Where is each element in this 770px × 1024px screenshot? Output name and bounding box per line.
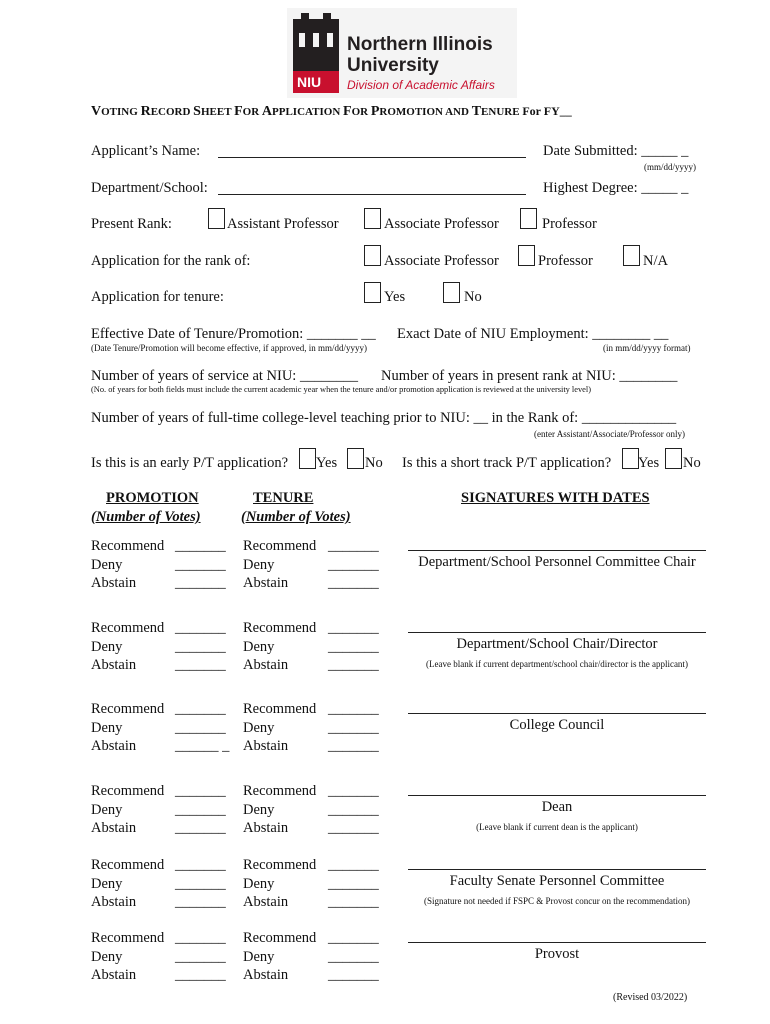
signer-title: Dean bbox=[541, 799, 573, 815]
signer-note: (Leave blank if current dean is the applicant) bbox=[476, 822, 638, 832]
niu-logo bbox=[287, 8, 517, 98]
years-rank-label[interactable]: Number of years in present rank at NIU: ________ bbox=[381, 368, 678, 384]
vote-label: Abstain bbox=[243, 820, 289, 836]
tenure-votes bbox=[243, 856, 379, 912]
teaching-note: (enter Assistant/Associate/Professor only) bbox=[534, 429, 685, 439]
promotion-vote-row bbox=[91, 782, 226, 801]
signer-title: Department/School Chair/Director bbox=[456, 636, 658, 652]
vote-label: Deny bbox=[91, 801, 123, 818]
vote-count-field[interactable]: _______ bbox=[328, 801, 379, 818]
vote-label: Recommend bbox=[91, 783, 165, 799]
promotion-vote-row bbox=[91, 537, 226, 556]
rank-professor-checkbox[interactable] bbox=[520, 208, 537, 229]
vote-label: Recommend bbox=[243, 538, 317, 554]
signature-line[interactable] bbox=[408, 795, 706, 796]
vote-label: Abstain bbox=[91, 657, 137, 673]
vote-count-field[interactable]: _______ bbox=[328, 556, 379, 573]
vote-label: Recommend bbox=[91, 857, 165, 873]
vote-count-field[interactable]: _______ bbox=[328, 948, 379, 965]
vote-label: Abstain bbox=[91, 820, 137, 836]
signer-note: (Leave blank if current department/school chair/director is the applicant) bbox=[426, 659, 688, 669]
exact-date-label[interactable]: Exact Date of NIU Employment: ________ __ bbox=[397, 326, 669, 342]
vote-count-field[interactable]: _______ bbox=[328, 930, 379, 946]
vote-label: Abstain bbox=[243, 738, 289, 754]
applicant-name-label: Applicant’s Name: bbox=[91, 143, 201, 159]
vote-count-field[interactable]: _______ bbox=[175, 875, 226, 892]
vote-label: Recommend bbox=[91, 620, 165, 636]
vote-count-field[interactable]: _______ bbox=[175, 857, 226, 873]
vote-count-field[interactable]: _______ bbox=[328, 719, 379, 736]
signer-note: (Signature not needed if FSPC & Provost concur on the recommendation) bbox=[424, 896, 690, 906]
promotion-vote-row bbox=[91, 574, 226, 593]
vote-label: Abstain bbox=[91, 575, 137, 591]
promotion-heading: PROMOTION bbox=[106, 490, 199, 506]
vote-count-field[interactable]: _______ bbox=[175, 967, 226, 983]
vote-count-field[interactable]: ______ _ bbox=[175, 738, 230, 754]
promotion-vote-row bbox=[91, 893, 226, 912]
vote-label: Deny bbox=[243, 556, 275, 573]
exact-date-note: (in mm/dd/yyyy format) bbox=[603, 343, 691, 353]
apply-na-label: N/A bbox=[643, 253, 668, 269]
vote-label: Abstain bbox=[91, 738, 137, 754]
early-no-label: No bbox=[365, 455, 383, 471]
tenure-vote-row bbox=[243, 700, 379, 719]
vote-label: Abstain bbox=[91, 894, 137, 910]
vote-count-field[interactable]: _______ bbox=[175, 538, 226, 554]
vote-count-field[interactable]: _______ bbox=[328, 894, 379, 910]
division-name: Division of Academic Affairs bbox=[347, 78, 495, 92]
early-yes-label: Yes bbox=[316, 455, 338, 471]
promotion-vote-row bbox=[91, 801, 226, 820]
tenure-yes-label: Yes bbox=[384, 289, 406, 305]
vote-count-field[interactable]: _______ bbox=[328, 857, 379, 873]
apply-na-checkbox[interactable] bbox=[623, 245, 640, 266]
short-yes-checkbox[interactable] bbox=[622, 448, 639, 469]
date-format-note: (mm/dd/yyyy) bbox=[644, 162, 696, 172]
short-no-label: No bbox=[683, 455, 701, 471]
signatures-heading: SIGNATURES WITH DATES bbox=[461, 490, 650, 506]
present-rank-label: Present Rank: bbox=[91, 216, 172, 232]
vote-label: Deny bbox=[91, 948, 123, 965]
signature-line[interactable] bbox=[408, 550, 706, 551]
tenure-vote-row bbox=[243, 719, 379, 738]
early-label: Is this is an early P/T application? bbox=[91, 455, 289, 471]
promotion-vote-row bbox=[91, 638, 226, 657]
effective-date-label[interactable]: Effective Date of Tenure/Promotion: _______ __ bbox=[91, 326, 376, 342]
early-yes-checkbox[interactable] bbox=[299, 448, 316, 469]
promotion-votes bbox=[91, 619, 226, 675]
tenure-vote-row bbox=[243, 656, 379, 675]
highest-degree-label[interactable]: Highest Degree: _____ _ bbox=[543, 180, 689, 196]
applicant-name-field[interactable] bbox=[218, 157, 526, 158]
rank-professor-label: Professor bbox=[542, 216, 597, 232]
vote-count-field[interactable]: _______ bbox=[328, 620, 379, 636]
vote-count-field[interactable]: _______ bbox=[175, 575, 226, 591]
promotion-vote-row bbox=[91, 929, 226, 948]
vote-label: Deny bbox=[243, 638, 275, 655]
promotion-vote-row bbox=[91, 819, 226, 838]
vote-count-field[interactable]: _______ bbox=[328, 875, 379, 892]
vote-count-field[interactable]: _______ bbox=[328, 783, 379, 799]
vote-label: Abstain bbox=[243, 575, 289, 591]
vote-label: Deny bbox=[91, 875, 123, 892]
vote-label: Recommend bbox=[243, 701, 317, 717]
promotion-vote-row bbox=[91, 719, 229, 738]
promotion-vote-row bbox=[91, 737, 229, 756]
tenure-no-label: No bbox=[464, 289, 482, 305]
signer-title: Department/School Personnel Committee Chair bbox=[418, 554, 696, 570]
brand-name-line1: Northern Illinois bbox=[347, 34, 493, 55]
vote-count-field[interactable]: _______ bbox=[175, 801, 226, 818]
vote-count-field[interactable]: _______ bbox=[175, 620, 226, 636]
vote-label: Abstain bbox=[243, 894, 289, 910]
promotion-vote-row bbox=[91, 875, 226, 894]
promotion-votes bbox=[91, 782, 226, 838]
vote-label: Deny bbox=[243, 719, 275, 736]
tenure-vote-row bbox=[243, 948, 379, 967]
vote-count-field[interactable]: _______ bbox=[175, 719, 226, 736]
promotion-votes bbox=[91, 700, 229, 756]
tenure-votes bbox=[243, 619, 379, 675]
effective-date-note: (Date Tenure/Promotion will become effective, if approved, in mm/dd/yyyy) bbox=[91, 343, 367, 353]
vote-count-field[interactable]: _______ bbox=[175, 783, 226, 799]
vote-count-field[interactable]: _______ bbox=[175, 657, 226, 673]
apply-associate-label: Associate Professor bbox=[384, 253, 499, 269]
rank-associate-label: Associate Professor bbox=[384, 216, 499, 232]
vote-label: Recommend bbox=[243, 783, 317, 799]
vote-label: Recommend bbox=[91, 701, 165, 717]
rank-associate-checkbox[interactable] bbox=[364, 208, 381, 229]
tenure-vote-row bbox=[243, 782, 379, 801]
vote-count-field[interactable]: _______ bbox=[328, 701, 379, 717]
vote-label: Recommend bbox=[243, 620, 317, 636]
vote-count-field[interactable]: _______ bbox=[175, 894, 226, 910]
vote-label: Deny bbox=[243, 875, 275, 892]
vote-label: Recommend bbox=[243, 930, 317, 946]
vote-label: Recommend bbox=[91, 538, 165, 554]
promotion-vote-row bbox=[91, 700, 229, 719]
signer-title: College Council bbox=[509, 717, 605, 733]
apply-professor-checkbox[interactable] bbox=[518, 245, 535, 266]
vote-count-field[interactable]: _______ bbox=[328, 638, 379, 655]
vote-label: Recommend bbox=[243, 857, 317, 873]
brand-name-line2: University bbox=[347, 55, 439, 76]
signer-title: Faculty Senate Personnel Committee bbox=[449, 873, 665, 889]
teaching-label[interactable]: Number of years of full-time college-level teaching prior to NIU: __ in the Rank of: _____________ bbox=[91, 410, 677, 426]
signature-line[interactable] bbox=[408, 632, 706, 633]
promotion-votes bbox=[91, 856, 226, 912]
signature-line[interactable] bbox=[408, 713, 706, 714]
signer-title: Provost bbox=[534, 946, 580, 962]
vote-label: Deny bbox=[91, 556, 123, 573]
promotion-vote-row bbox=[91, 948, 226, 967]
vote-count-field[interactable]: _______ bbox=[175, 638, 226, 655]
apply-associate-checkbox[interactable] bbox=[364, 245, 381, 266]
tenure-vote-row bbox=[243, 856, 379, 875]
tenure-vote-row bbox=[243, 929, 379, 948]
department-field[interactable] bbox=[218, 194, 526, 195]
tenure-vote-row bbox=[243, 875, 379, 894]
signature-line[interactable] bbox=[408, 869, 706, 870]
tenure-yes-checkbox[interactable] bbox=[364, 282, 381, 303]
tenure-vote-row bbox=[243, 638, 379, 657]
promotion-votes bbox=[91, 537, 226, 593]
promotion-votes bbox=[91, 929, 226, 985]
tenure-votes bbox=[243, 929, 379, 985]
tenure-vote-row bbox=[243, 819, 379, 838]
vote-count-field[interactable]: _______ bbox=[175, 701, 226, 717]
vote-count-field[interactable]: _______ bbox=[175, 948, 226, 965]
vote-label: Deny bbox=[91, 638, 123, 655]
tenure-vote-row bbox=[243, 893, 379, 912]
vote-count-field[interactable]: _______ bbox=[175, 930, 226, 946]
tenure-votes bbox=[243, 782, 379, 838]
form-title: VOTING RECORD SHEET FOR APPLICATION FOR PROMOTION AND TENURE For FY__ bbox=[91, 104, 572, 119]
promotion-vote-row bbox=[91, 856, 226, 875]
years-note: (No. of years for both fields must include the current academic year when the tenure and/or promotion application is reviewed at the university level) bbox=[91, 385, 592, 394]
apply-professor-label: Professor bbox=[538, 253, 593, 269]
tenure-vote-row bbox=[243, 556, 379, 575]
niu-seal-text: NIU bbox=[297, 74, 322, 90]
signature-line[interactable] bbox=[408, 942, 706, 943]
tenure-subheading: (Number of Votes) bbox=[241, 509, 351, 525]
revised-date: (Revised 03/2022) bbox=[613, 992, 688, 1003]
short-no-checkbox[interactable] bbox=[665, 448, 682, 469]
vote-label: Deny bbox=[243, 801, 275, 818]
tenure-no-checkbox[interactable] bbox=[443, 282, 460, 303]
tenure-label: Application for tenure: bbox=[91, 289, 224, 305]
vote-label: Abstain bbox=[91, 967, 137, 983]
rank-assistant-checkbox[interactable] bbox=[208, 208, 225, 229]
promotion-subheading: (Number of Votes) bbox=[91, 509, 201, 525]
tenure-vote-row bbox=[243, 737, 379, 756]
vote-count-field[interactable]: _______ bbox=[175, 556, 226, 573]
tenure-vote-row bbox=[243, 619, 379, 638]
promotion-vote-row bbox=[91, 656, 226, 675]
rank-assistant-label: Assistant Professor bbox=[227, 216, 339, 232]
vote-count-field[interactable]: _______ bbox=[328, 738, 379, 754]
application-rank-label: Application for the rank of: bbox=[91, 253, 251, 269]
tenure-vote-row bbox=[243, 537, 379, 556]
years-service-label[interactable]: Number of years of service at NIU: ________ bbox=[91, 368, 358, 384]
early-no-checkbox[interactable] bbox=[347, 448, 364, 469]
promotion-vote-row bbox=[91, 619, 226, 638]
short-track-label: Is this a short track P/T application? bbox=[402, 455, 612, 471]
tenure-vote-row bbox=[243, 966, 379, 985]
promotion-vote-row bbox=[91, 556, 226, 575]
vote-label: Abstain bbox=[243, 967, 289, 983]
vote-label: Deny bbox=[243, 948, 275, 965]
vote-count-field[interactable]: _______ bbox=[175, 820, 226, 836]
promotion-vote-row bbox=[91, 966, 226, 985]
vote-label: Recommend bbox=[91, 930, 165, 946]
date-submitted-label[interactable]: Date Submitted: _____ _ bbox=[543, 143, 689, 159]
tenure-votes bbox=[243, 537, 379, 593]
vote-count-field[interactable]: _______ bbox=[328, 657, 379, 673]
tenure-vote-row bbox=[243, 574, 379, 593]
short-yes-label: Yes bbox=[638, 455, 660, 471]
vote-count-field[interactable]: _______ bbox=[328, 538, 379, 554]
vote-count-field[interactable]: _______ bbox=[328, 820, 379, 836]
tenure-heading: TENURE bbox=[253, 490, 314, 506]
tenure-vote-row bbox=[243, 801, 379, 820]
vote-label: Deny bbox=[91, 719, 123, 736]
vote-count-field[interactable]: _______ bbox=[328, 967, 379, 983]
tenure-votes bbox=[243, 700, 379, 756]
vote-label: Abstain bbox=[243, 657, 289, 673]
vote-count-field[interactable]: _______ bbox=[328, 575, 379, 591]
department-label: Department/School: bbox=[91, 180, 208, 196]
